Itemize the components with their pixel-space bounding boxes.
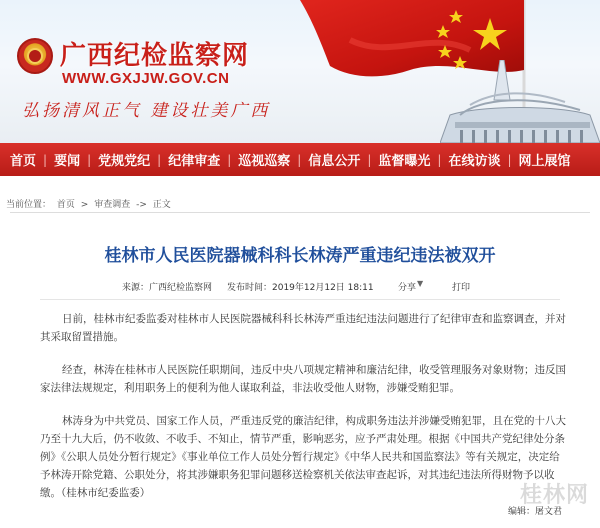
article-editor: 编辑：屠文君 [508, 507, 563, 517]
article-paragraph: 林涛身为中共党员、国家工作人员，严重违反党的廉洁纪律，构成职务违法并涉嫌受贿犯罪，且在党的十八大乃至十九大后，仍不收敛、不收手、不知止，情节严重，影响恶劣，应予严肃处理。根据《中国共产党纪律处分条例》《公职人员处分暂行规定》《事业单位工作人员处分暂行规定》《中华人民共和国监察法》等有关规定，决定给予林涛开除党籍、公职处分，将其涉嫌职务犯罪问题移送检察机关依法审查起诉，对其违纪违法所得财物予以收缴。（桂林市纪委监委） [40, 415, 566, 499]
article-time: 发布时间：2019年12月12日 18:11 [227, 283, 374, 293]
article [10, 212, 590, 528]
nav-item-inspection[interactable]: 巡视巡察 [238, 154, 291, 169]
breadcrumb-separator: -> [136, 200, 147, 210]
site-logo-icon[interactable] [17, 38, 53, 74]
nav-item-exposure[interactable]: 监督曝光 [378, 154, 431, 169]
nav-item-news[interactable]: 要闻 [54, 154, 81, 169]
main-nav: 首页 | 要闻 | 党规党纪 | 纪律审查 | 巡视巡察 | 信息公开 | 监督曝光 | 在线访谈 | 网上展馆 [0, 143, 600, 176]
nav-item-home[interactable]: 首页 [10, 154, 37, 169]
nav-item-info-disclosure[interactable]: 信息公开 [308, 154, 361, 169]
article-paragraph: 经查，林涛在桂林市人民医院任职期间，违反中央八项规定精神和廉洁纪律，收受管理服务对象财物；违反国家法律法规规定，利用职务上的便利为他人谋取利益，非法收受他人财物，涉嫌受贿犯罪。 [40, 364, 566, 394]
breadcrumb-prefix: 当前位置： [6, 200, 52, 210]
building-graphic [440, 60, 600, 143]
site-name[interactable]: 广西纪检监察网 [60, 41, 250, 71]
nav-item-online-interview[interactable]: 在线访谈 [448, 154, 501, 169]
nav-item-discipline-review[interactable]: 纪律审查 [168, 154, 221, 169]
site-banner [0, 0, 600, 143]
article-paragraph: 日前，桂林市纪委监委对桂林市人民医院器械科科长林涛严重违纪违法问题进行了纪律审查和监察调查，并对其采取留置措施。 [40, 313, 566, 343]
share-button[interactable]: 分享 [398, 283, 417, 293]
print-button[interactable]: 打印 [452, 283, 471, 293]
breadcrumb-section[interactable]: 审查调查 [94, 200, 131, 210]
divider [40, 299, 560, 300]
breadcrumb [6, 197, 174, 210]
nav-item-online-exhibition[interactable]: 网上展馆 [518, 154, 571, 169]
site-slogan: 弘扬清风正气 建设壮美广西 [22, 101, 271, 121]
breadcrumb-current: 正文 [152, 200, 171, 210]
article-source: 来源：广西纪检监察网 [122, 283, 213, 293]
article-title: 桂林市人民医院器械科科长林涛严重违纪违法被双开 [104, 246, 496, 266]
nav-item-party-rules[interactable]: 党规党纪 [98, 154, 151, 169]
breadcrumb-home[interactable]: 首页 [56, 200, 75, 210]
site-url[interactable]: WWW.GXJJW.GOV.CN [62, 70, 230, 87]
breadcrumb-separator: > [80, 200, 89, 210]
chevron-down-icon[interactable]: ▼ [417, 279, 424, 288]
article-meta [10, 280, 590, 296]
watermark: 桂林网 [520, 483, 590, 508]
